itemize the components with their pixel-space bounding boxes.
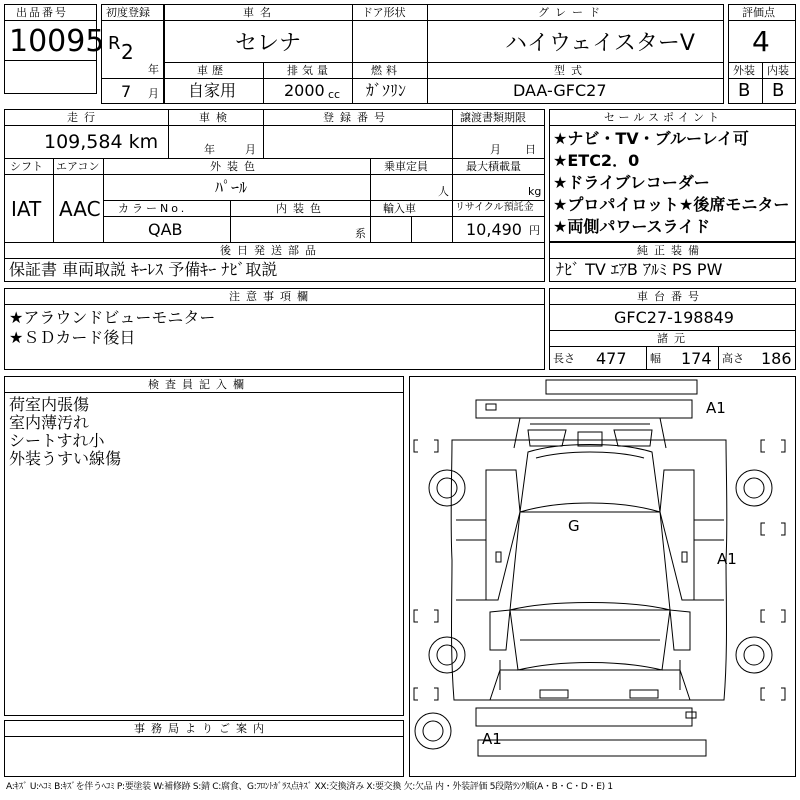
sales-point-item: ★ドライブレコーダー <box>553 173 710 192</box>
fuel: ｶﾞｿﾘﾝ <box>366 81 407 100</box>
ext-score: B <box>738 80 751 101</box>
door-label: ドア形状 <box>362 6 406 19</box>
inspection-year-unit: 年 <box>204 143 215 156</box>
sales-point-item: ★両側パワースライド <box>553 217 711 236</box>
car-name: セレナ <box>235 31 302 56</box>
grade: ハイウェイスターV <box>505 31 695 56</box>
fuel-label: 燃料 <box>371 64 401 77</box>
capacity-unit: 人 <box>438 185 449 198</box>
capacity-label: 乗車定員 <box>384 160 428 173</box>
model-label: 型式 <box>554 64 588 77</box>
inspection-month-unit: 月 <box>245 143 256 156</box>
color-no-label: カラーNo. <box>118 202 188 215</box>
transfer-day-unit: 日 <box>525 143 536 156</box>
length-value: 477 <box>596 349 627 368</box>
damage-mark: A1 <box>717 550 737 568</box>
sales-point-item: ★プロパイロット★後席モニター <box>553 195 790 214</box>
recycle: 10,490 <box>466 220 522 239</box>
height-label: 高さ <box>722 352 744 365</box>
lot-number: 10095 <box>9 24 105 59</box>
damage-mark: A1 <box>482 730 502 748</box>
dims-label: 諸元 <box>657 332 691 345</box>
length-label: 長さ <box>553 352 575 365</box>
reg-no-label: 登録番号 <box>323 111 391 124</box>
ext-color: ﾊﾟｰﾙ <box>215 178 248 197</box>
sales-point-item: ★ナビ・TV・ブルーレイ可 <box>553 129 749 148</box>
office-label: 事務局よりご案内 <box>134 722 270 735</box>
chassis-label: 車台番号 <box>637 290 705 303</box>
inspector-item: 外装うすい線傷 <box>9 449 122 468</box>
int-score-label: 内装 <box>767 64 789 77</box>
car-name-label: 車名 <box>243 6 277 19</box>
damage-mark: G <box>568 517 580 535</box>
history-label: 車歴 <box>197 64 227 77</box>
notes-label: 注意事項欄 <box>229 290 314 303</box>
transfer-label: 譲渡書類期限 <box>460 111 526 124</box>
genuine-label: 純正装備 <box>637 244 705 257</box>
width-label: 幅 <box>650 352 661 365</box>
legend: A:ｷｽﾞ U:ﾍｺﾐ B:ｷｽﾞを伴うﾍｺﾐ P:要塗装 W:補修跡 S:錆 C:腐食、G:ﾌﾛﾝﾄｶﾞﾗｽ点ｷｽﾞ XX:交換済み X:要交換 欠:欠品 内・外装評価 5段階ﾗﾝｸ順(A・B・C・D・E) 1 <box>6 782 613 792</box>
sales-points-label: セールスポイント <box>604 111 724 124</box>
ac: AAC <box>59 197 101 221</box>
transfer-month-unit: 月 <box>490 143 501 156</box>
first-reg-label: 初度登録 <box>106 6 150 19</box>
recycle-label: リサイクル預託金 <box>455 202 534 213</box>
int-score: B <box>772 80 785 101</box>
inspector-item: 室内薄汚れ <box>9 413 90 432</box>
ext-color-label: 外装色 <box>210 160 261 173</box>
inspector-item: 荷室内張傷 <box>9 395 90 414</box>
ac-label: エアコン <box>56 160 100 173</box>
color-no: QAB <box>148 220 183 239</box>
era-year: 2 <box>121 40 134 64</box>
shift: IAT <box>11 197 42 221</box>
note-item: ★アラウンドビューモニター <box>9 308 216 327</box>
mileage-label: 走行 <box>67 111 101 124</box>
max-load-label: 最大積載量 <box>466 160 521 173</box>
int-color-unit: 系 <box>355 227 366 240</box>
damage-mark: A1 <box>706 399 726 417</box>
era-prefix: R <box>108 33 121 54</box>
displacement-label: 排気量 <box>287 64 332 77</box>
model: DAA-GFC27 <box>513 81 607 100</box>
sales-point-item: ★ETC2．0 <box>553 151 640 170</box>
ext-score-label: 外装 <box>733 64 755 77</box>
note-item: ★ＳＤカード後日 <box>9 328 136 347</box>
max-load-unit: kg <box>528 185 542 198</box>
import-label: 輸入車 <box>383 202 416 215</box>
inspector-item: シートすれ小 <box>9 431 105 450</box>
int-color-label: 内装色 <box>276 202 327 215</box>
inspection-label: 車検 <box>199 111 233 124</box>
lot-label: 出品番号 <box>16 6 68 19</box>
later-label: 後日発送部品 <box>220 244 322 257</box>
width-value: 174 <box>681 349 712 368</box>
year-unit: 年 <box>148 63 159 76</box>
score: 4 <box>752 25 770 58</box>
history: 自家用 <box>188 81 237 100</box>
mileage: 109,584 km <box>44 131 159 153</box>
displacement: 2000 <box>284 81 325 100</box>
month-unit: 月 <box>148 87 159 100</box>
height-value: 186 <box>761 349 792 368</box>
recycle-unit: 円 <box>529 224 540 237</box>
score-label: 評価点 <box>742 6 775 19</box>
shift-label: シフト <box>10 160 43 173</box>
displacement-unit: cc <box>328 88 341 101</box>
chassis-value: GFC27-198849 <box>614 308 734 327</box>
inspector-label: 検査員記入欄 <box>148 378 250 391</box>
later-items: 保証書 車両取説 ｷｰﾚｽ 予備ｷｰ ﾅﾋﾞ取説 <box>9 260 278 279</box>
genuine-items: ﾅﾋﾞ TV ｴｱB ｱﾙﾐ PS PW <box>556 260 723 279</box>
month-value: 7 <box>121 82 132 101</box>
grade-label: グレード <box>538 6 606 19</box>
